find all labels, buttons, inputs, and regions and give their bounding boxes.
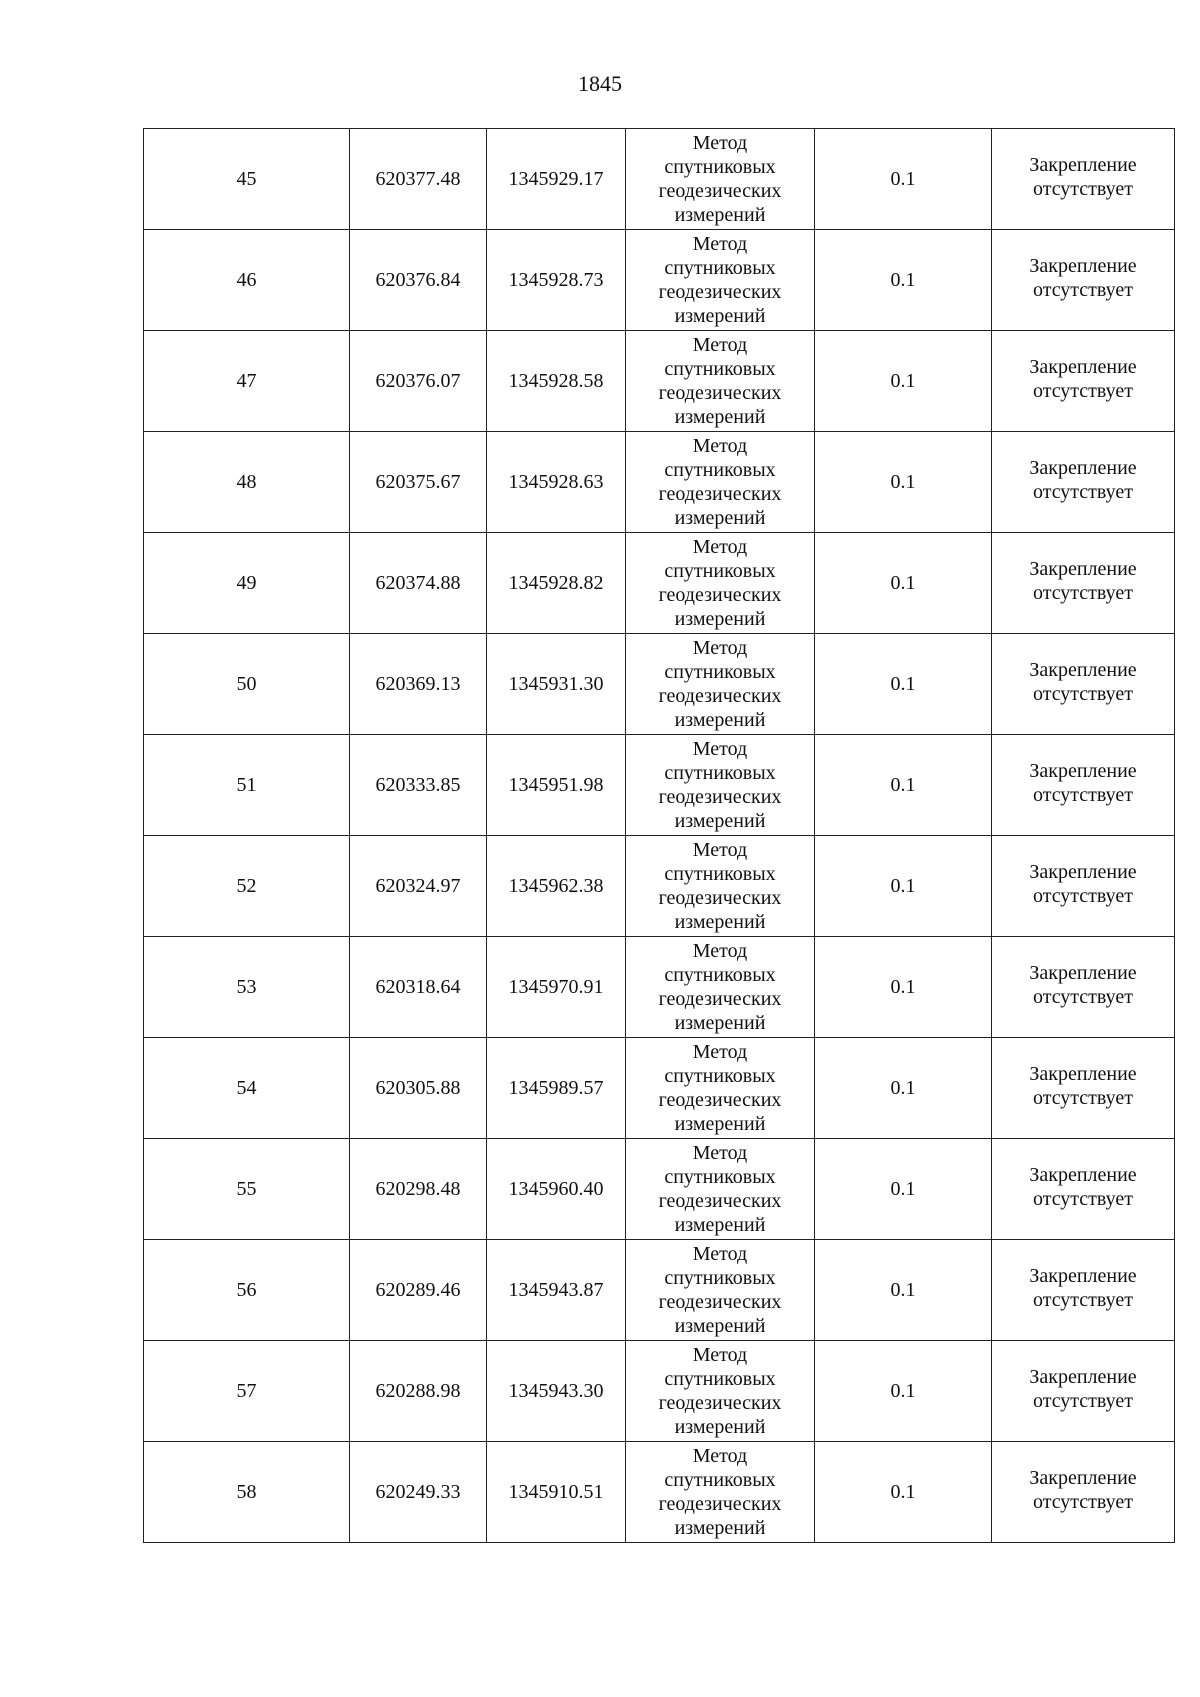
accuracy-cell: 0.1 (815, 1240, 992, 1341)
y-coordinate-cell: 1345929.17 (487, 129, 626, 230)
table-row (144, 129, 1175, 230)
table-row (144, 331, 1175, 432)
method-cell (626, 1442, 815, 1543)
table-row (144, 1139, 1175, 1240)
method-line: измерений (674, 406, 766, 428)
method-line: геодезических (658, 685, 782, 707)
fixing-line: отсутствует (1032, 380, 1134, 402)
method-cell (626, 836, 815, 937)
point-number-cell: 57 (144, 1341, 350, 1442)
fixing-cell (992, 1038, 1175, 1139)
fixing-line: Закрепление (1029, 457, 1137, 479)
method-cell (626, 331, 815, 432)
x-coordinate-cell: 620249.33 (350, 1442, 487, 1543)
y-coordinate-cell: 1345951.98 (487, 735, 626, 836)
table-row (144, 1240, 1175, 1341)
point-number-cell: 45 (144, 129, 350, 230)
fixing-line: Закрепление (1029, 1164, 1137, 1186)
table-row (144, 1038, 1175, 1139)
fixing-line: Закрепление (1029, 760, 1137, 782)
point-number-cell: 48 (144, 432, 350, 533)
method-cell (626, 937, 815, 1038)
accuracy-cell: 0.1 (815, 331, 992, 432)
method-cell (626, 735, 815, 836)
fixing-cell (992, 1442, 1175, 1543)
y-coordinate-cell: 1345960.40 (487, 1139, 626, 1240)
method-line: Метод (692, 334, 748, 356)
table-row (144, 1341, 1175, 1442)
table-row (144, 937, 1175, 1038)
method-line: Метод (692, 738, 748, 760)
method-cell (626, 533, 815, 634)
fixing-line: Закрепление (1029, 154, 1137, 176)
method-line: геодезических (658, 1190, 782, 1212)
method-line: измерений (674, 709, 766, 731)
method-line: геодезических (658, 382, 782, 404)
x-coordinate-cell: 620305.88 (350, 1038, 487, 1139)
fixing-cell (992, 735, 1175, 836)
method-line: спутниковых (664, 762, 776, 784)
y-coordinate-cell: 1345943.30 (487, 1341, 626, 1442)
fixing-line: Закрепление (1029, 1063, 1137, 1085)
x-coordinate-cell: 620288.98 (350, 1341, 487, 1442)
accuracy-cell: 0.1 (815, 1139, 992, 1240)
point-number-cell: 46 (144, 230, 350, 331)
method-line: геодезических (658, 1392, 782, 1414)
x-coordinate-cell: 620376.84 (350, 230, 487, 331)
method-line: измерений (674, 1315, 766, 1337)
method-line: измерений (674, 608, 766, 630)
fixing-line: отсутствует (1032, 481, 1134, 503)
x-coordinate-cell: 620377.48 (350, 129, 487, 230)
fixing-line: Закрепление (1029, 861, 1137, 883)
fixing-line: отсутствует (1032, 784, 1134, 806)
fixing-line: Закрепление (1029, 659, 1137, 681)
fixing-cell (992, 1139, 1175, 1240)
method-line: Метод (692, 435, 748, 457)
accuracy-cell: 0.1 (815, 533, 992, 634)
method-line: спутниковых (664, 661, 776, 683)
method-line: Метод (692, 1445, 748, 1467)
method-cell (626, 1038, 815, 1139)
fixing-cell (992, 230, 1175, 331)
method-line: спутниковых (664, 560, 776, 582)
accuracy-cell: 0.1 (815, 432, 992, 533)
fixing-cell (992, 432, 1175, 533)
x-coordinate-cell: 620318.64 (350, 937, 487, 1038)
method-line: измерений (674, 507, 766, 529)
y-coordinate-cell: 1345989.57 (487, 1038, 626, 1139)
fixing-line: отсутствует (1032, 582, 1134, 604)
point-number-cell: 47 (144, 331, 350, 432)
method-line: измерений (674, 911, 766, 933)
y-coordinate-cell: 1345928.63 (487, 432, 626, 533)
fixing-cell (992, 1341, 1175, 1442)
table-row (144, 836, 1175, 937)
method-line: спутниковых (664, 459, 776, 481)
method-line: геодезических (658, 483, 782, 505)
table-row (144, 1442, 1175, 1543)
table-row (144, 432, 1175, 533)
table-row (144, 230, 1175, 331)
fixing-line: Закрепление (1029, 1265, 1137, 1287)
table-body (144, 129, 1175, 1543)
fixing-line: Закрепление (1029, 962, 1137, 984)
y-coordinate-cell: 1345928.82 (487, 533, 626, 634)
method-line: спутниковых (664, 358, 776, 380)
method-line: измерений (674, 1012, 766, 1034)
x-coordinate-cell: 620375.67 (350, 432, 487, 533)
fixing-line: отсутствует (1032, 1491, 1134, 1513)
fixing-line: отсутствует (1032, 986, 1134, 1008)
method-line: измерений (674, 204, 766, 226)
method-line: измерений (674, 305, 766, 327)
accuracy-cell: 0.1 (815, 1341, 992, 1442)
point-number-cell: 53 (144, 937, 350, 1038)
x-coordinate-cell: 620374.88 (350, 533, 487, 634)
method-line: геодезических (658, 1089, 782, 1111)
fixing-line: отсутствует (1032, 1188, 1134, 1210)
fixing-cell (992, 533, 1175, 634)
y-coordinate-cell: 1345943.87 (487, 1240, 626, 1341)
x-coordinate-cell: 620298.48 (350, 1139, 487, 1240)
x-coordinate-cell: 620289.46 (350, 1240, 487, 1341)
accuracy-cell: 0.1 (815, 937, 992, 1038)
method-line: геодезических (658, 180, 782, 202)
method-line: спутниковых (664, 863, 776, 885)
method-cell (626, 1341, 815, 1442)
accuracy-cell: 0.1 (815, 1038, 992, 1139)
method-cell (626, 432, 815, 533)
point-number-cell: 50 (144, 634, 350, 735)
fixing-line: отсутствует (1032, 683, 1134, 705)
y-coordinate-cell: 1345910.51 (487, 1442, 626, 1543)
x-coordinate-cell: 620333.85 (350, 735, 487, 836)
method-line: Метод (692, 132, 748, 154)
method-line: измерений (674, 810, 766, 832)
table-row (144, 634, 1175, 735)
method-line: Метод (692, 637, 748, 659)
point-number-cell: 55 (144, 1139, 350, 1240)
method-line: Метод (692, 1344, 748, 1366)
method-line: спутниковых (664, 257, 776, 279)
method-line: спутниковых (664, 1469, 776, 1491)
method-line: Метод (692, 839, 748, 861)
fixing-line: отсутствует (1032, 178, 1134, 200)
method-line: геодезических (658, 584, 782, 606)
accuracy-cell: 0.1 (815, 634, 992, 735)
method-line: измерений (674, 1416, 766, 1438)
method-line: спутниковых (664, 1267, 776, 1289)
accuracy-cell: 0.1 (815, 1442, 992, 1543)
method-line: геодезических (658, 1291, 782, 1313)
method-line: измерений (674, 1214, 766, 1236)
page-number: 1845 (578, 71, 622, 96)
fixing-cell (992, 1240, 1175, 1341)
fixing-line: Закрепление (1029, 1467, 1137, 1489)
table-row (144, 533, 1175, 634)
point-number-cell: 52 (144, 836, 350, 937)
accuracy-cell: 0.1 (815, 836, 992, 937)
method-line: спутниковых (664, 1368, 776, 1390)
fixing-cell (992, 937, 1175, 1038)
fixing-line: отсутствует (1032, 1087, 1134, 1109)
point-number-cell: 51 (144, 735, 350, 836)
point-number-cell: 58 (144, 1442, 350, 1543)
method-line: геодезических (658, 1493, 782, 1515)
method-line: Метод (692, 536, 748, 558)
method-line: Метод (692, 233, 748, 255)
method-line: геодезических (658, 786, 782, 808)
point-number-cell: 56 (144, 1240, 350, 1341)
method-line: геодезических (658, 887, 782, 909)
fixing-line: Закрепление (1029, 255, 1137, 277)
accuracy-cell: 0.1 (815, 230, 992, 331)
accuracy-cell: 0.1 (815, 735, 992, 836)
y-coordinate-cell: 1345928.58 (487, 331, 626, 432)
fixing-line: Закрепление (1029, 356, 1137, 378)
x-coordinate-cell: 620369.13 (350, 634, 487, 735)
point-number-cell: 49 (144, 533, 350, 634)
y-coordinate-cell: 1345962.38 (487, 836, 626, 937)
method-cell (626, 1139, 815, 1240)
method-cell (626, 129, 815, 230)
method-line: Метод (692, 1142, 748, 1164)
table-row (144, 735, 1175, 836)
y-coordinate-cell: 1345928.73 (487, 230, 626, 331)
accuracy-cell: 0.1 (815, 129, 992, 230)
method-line: спутниковых (664, 1065, 776, 1087)
method-cell (626, 634, 815, 735)
method-line: спутниковых (664, 964, 776, 986)
fixing-cell (992, 129, 1175, 230)
fixing-line: отсутствует (1032, 279, 1134, 301)
method-line: Метод (692, 1041, 748, 1063)
fixing-line: отсутствует (1032, 1390, 1134, 1412)
method-cell (626, 1240, 815, 1341)
method-cell (626, 230, 815, 331)
x-coordinate-cell: 620324.97 (350, 836, 487, 937)
method-line: спутниковых (664, 1166, 776, 1188)
method-line: геодезических (658, 988, 782, 1010)
x-coordinate-cell: 620376.07 (350, 331, 487, 432)
point-number-cell: 54 (144, 1038, 350, 1139)
fixing-line: Закрепление (1029, 558, 1137, 580)
fixing-cell (992, 331, 1175, 432)
fixing-cell (992, 836, 1175, 937)
fixing-line: отсутствует (1032, 1289, 1134, 1311)
y-coordinate-cell: 1345931.30 (487, 634, 626, 735)
fixing-line: отсутствует (1032, 885, 1134, 907)
method-line: спутниковых (664, 156, 776, 178)
coordinates-table (143, 128, 1175, 1543)
method-line: измерений (674, 1517, 766, 1539)
method-line: Метод (692, 940, 748, 962)
method-line: измерений (674, 1113, 766, 1135)
method-line: Метод (692, 1243, 748, 1265)
fixing-cell (992, 634, 1175, 735)
method-line: геодезических (658, 281, 782, 303)
y-coordinate-cell: 1345970.91 (487, 937, 626, 1038)
fixing-line: Закрепление (1029, 1366, 1137, 1388)
